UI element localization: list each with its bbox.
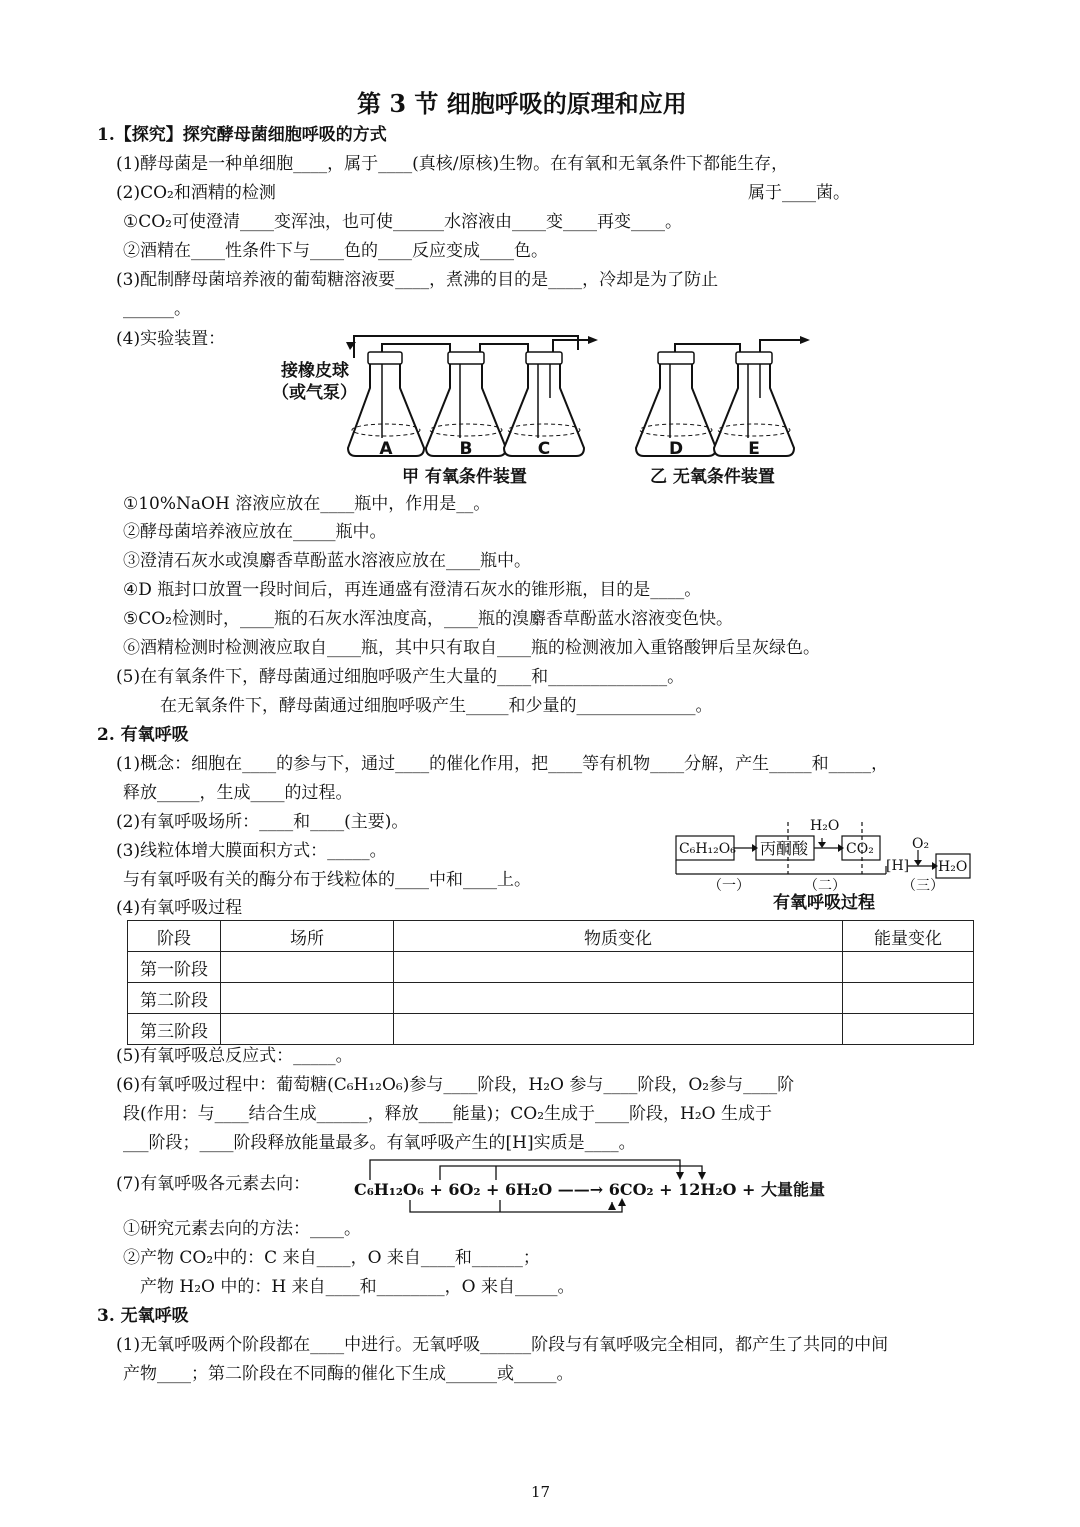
table-cell[interactable] bbox=[843, 1014, 974, 1045]
table-row-label: 第三阶段 bbox=[128, 1014, 221, 1045]
table-cell[interactable] bbox=[221, 983, 394, 1014]
page-number: 17 bbox=[531, 1483, 551, 1501]
diagram-stage1: （一） bbox=[708, 878, 750, 894]
s1-q4-3: ③澄清石灰水或溴麝香草酚蓝水溶液应放在____瓶中。 bbox=[123, 551, 531, 571]
section-1-heading: 1.【探究】探究酵母菌细胞呼吸的方式 bbox=[97, 125, 387, 145]
flask-label-d: D bbox=[668, 439, 684, 459]
table-row bbox=[128, 952, 974, 983]
table-cell[interactable] bbox=[843, 952, 974, 983]
aerobic-process-table bbox=[127, 920, 974, 1045]
s2-q5: (5)有氧呼吸总反应式：_____。 bbox=[116, 1046, 353, 1066]
s2-q7-1: ①研究元素去向的方法：____。 bbox=[123, 1219, 361, 1239]
table-header-energy: 能量变化 bbox=[843, 921, 974, 952]
outlet-arrow-icon-2 bbox=[800, 336, 810, 344]
s2-q3: (3)线粒体增大膜面积方式：_____。 bbox=[116, 841, 387, 861]
diagram-h: [H] bbox=[886, 858, 910, 874]
s2-q1b: 释放_____，生成____的过程。 bbox=[123, 783, 353, 803]
s1-q4-6: ⑥酒精检测时检测液应取自____瓶，其中只有取自____瓶的检测液加入重铬酸钾后呈灰绿色。 bbox=[123, 638, 820, 658]
table-cell[interactable] bbox=[394, 983, 843, 1014]
s1-q3: (3)配制酵母菌培养液的葡萄糖溶液要____，煮沸的目的是____，冷却是为了防止 bbox=[116, 270, 719, 290]
s1-q5a: (5)在有氧条件下，酵母菌通过细胞呼吸产生大量的____和______________。 bbox=[116, 667, 685, 687]
table-row bbox=[128, 983, 974, 1014]
table-header-stage: 阶段 bbox=[128, 921, 221, 952]
page-title: 第 3 节 细胞呼吸的原理和应用 bbox=[357, 89, 687, 118]
s2-q6b: 段(作用：与____结合生成______，释放____能量)；CO₂生成于____阶段，H₂O 生成于 bbox=[123, 1104, 773, 1124]
diagram-h2o-in: H₂O bbox=[810, 818, 840, 834]
flask-label-c: C bbox=[537, 439, 551, 459]
table-cell[interactable] bbox=[221, 952, 394, 983]
s2-q1a: (1)概念：细胞在____的参与下，通过____的催化作用，把____等有机物____分解，产生_____和_____， bbox=[116, 754, 889, 774]
s2-q7-2: ②产物 CO₂中的：C 来自____，O 来自____和______； bbox=[123, 1248, 540, 1268]
table-header-material: 物质变化 bbox=[394, 921, 843, 952]
s1-q4-5: ⑤CO₂检测时，____瓶的石灰水浑浊度高，____瓶的溴麝香草酚蓝水溶液变色快。 bbox=[123, 609, 733, 629]
s2-q6c: ___阶段；____阶段释放能量最多。有氧呼吸产生的[H]实质是____。 bbox=[123, 1133, 636, 1153]
table-row bbox=[128, 1014, 974, 1045]
s1-q5b: 在无氧条件下，酵母菌通过细胞呼吸产生_____和少量的______________。 bbox=[160, 696, 713, 716]
s2-q7: (7)有氧呼吸各元素去向： bbox=[116, 1174, 311, 1194]
fig-label-bulb: 接橡皮球 bbox=[281, 361, 349, 381]
fig-label-pump: （或气泵） bbox=[272, 383, 357, 403]
flask-label-a: A bbox=[379, 439, 393, 459]
s2-q6a: (6)有氧呼吸过程中：葡萄糖(C₆H₁₂O₆)参与____阶段，H₂O 参与____阶段，O₂参与____阶 bbox=[116, 1075, 795, 1095]
diagram-h2o-out: H₂O bbox=[938, 859, 968, 875]
diagram-glucose: C₆H₁₂O₆ bbox=[679, 841, 736, 857]
diagram-stage3: （三） bbox=[902, 878, 944, 894]
s1-q2-1: ①CO₂可使澄清____变浑浊，也可使______水溶液由____变____再变____。 bbox=[123, 212, 682, 232]
table-row-label: 第一阶段 bbox=[128, 952, 221, 983]
table-cell[interactable] bbox=[843, 983, 974, 1014]
section-3-heading: 3. 无氧呼吸 bbox=[97, 1306, 189, 1326]
outlet-arrow-icon bbox=[588, 336, 598, 344]
element-equation: C₆H₁₂O₆ + 6O₂ + 6H₂O ——→ 6CO₂ + 12H₂O + 大量能量 bbox=[354, 1180, 825, 1199]
s2-q7-3: 产物 H₂O 中的：H 来自____和________，O 来自_____。 bbox=[140, 1277, 575, 1297]
s1-q3b: ______。 bbox=[123, 299, 191, 319]
s1-q2b: 属于____菌。 bbox=[748, 183, 850, 203]
s1-q2a: (2)CO₂和酒精的检测 bbox=[116, 183, 276, 203]
s3-q1a: (1)无氧呼吸两个阶段都在____中进行。无氧呼吸______阶段与有氧呼吸完全相同，都产生了共同的中间 bbox=[116, 1335, 889, 1355]
flask-label-b: B bbox=[459, 439, 473, 459]
flask-label-e: E bbox=[748, 439, 760, 459]
s3-q1b: 产物____；第二阶段在不同酶的催化下生成______或_____。 bbox=[123, 1364, 574, 1384]
s1-q4-2: ②酵母菌培养液应放在_____瓶中。 bbox=[123, 522, 387, 542]
section-2-heading: 2. 有氧呼吸 bbox=[97, 725, 189, 745]
s1-q2-2: ②酒精在____性条件下与____色的____反应变成____色。 bbox=[123, 241, 548, 261]
table-row-label: 第二阶段 bbox=[128, 983, 221, 1014]
s2-q4: (4)有氧呼吸过程 bbox=[116, 898, 243, 918]
table-header-row bbox=[128, 921, 974, 952]
s2-q2: (2)有氧呼吸场所：____和____(主要)。 bbox=[116, 812, 409, 832]
s1-q1: (1)酵母菌是一种单细胞____，属于____(真核/原核)生物。在有氧和无氧条件下都能生存， bbox=[116, 154, 789, 174]
table-header-location: 场所 bbox=[221, 921, 394, 952]
s2-q3b: 与有氧呼吸有关的酶分布于线粒体的____中和____上。 bbox=[123, 870, 531, 890]
s1-q4-1: ①10%NaOH 溶液应放在____瓶中，作用是__。 bbox=[123, 494, 491, 514]
table-cell[interactable] bbox=[394, 1014, 843, 1045]
fig-caption-anaerobic: 乙 无氧条件装置 bbox=[650, 467, 775, 487]
table-cell[interactable] bbox=[394, 952, 843, 983]
diagram-pyruvate: 丙酮酸 bbox=[760, 839, 809, 858]
diagram-o2: O₂ bbox=[912, 836, 930, 852]
diagram-stage2: （二） bbox=[804, 878, 846, 894]
diagram-caption: 有氧呼吸过程 bbox=[773, 893, 875, 913]
fig-caption-aerobic: 甲 有氧条件装置 bbox=[402, 467, 527, 487]
table-cell[interactable] bbox=[221, 1014, 394, 1045]
s1-q4-4: ④D 瓶封口放置一段时间后，再连通盛有澄清石灰水的锥形瓶，目的是____。 bbox=[123, 580, 702, 600]
diagram-co2: CO₂ bbox=[846, 841, 874, 857]
s1-q4: (4)实验装置： bbox=[116, 329, 226, 349]
